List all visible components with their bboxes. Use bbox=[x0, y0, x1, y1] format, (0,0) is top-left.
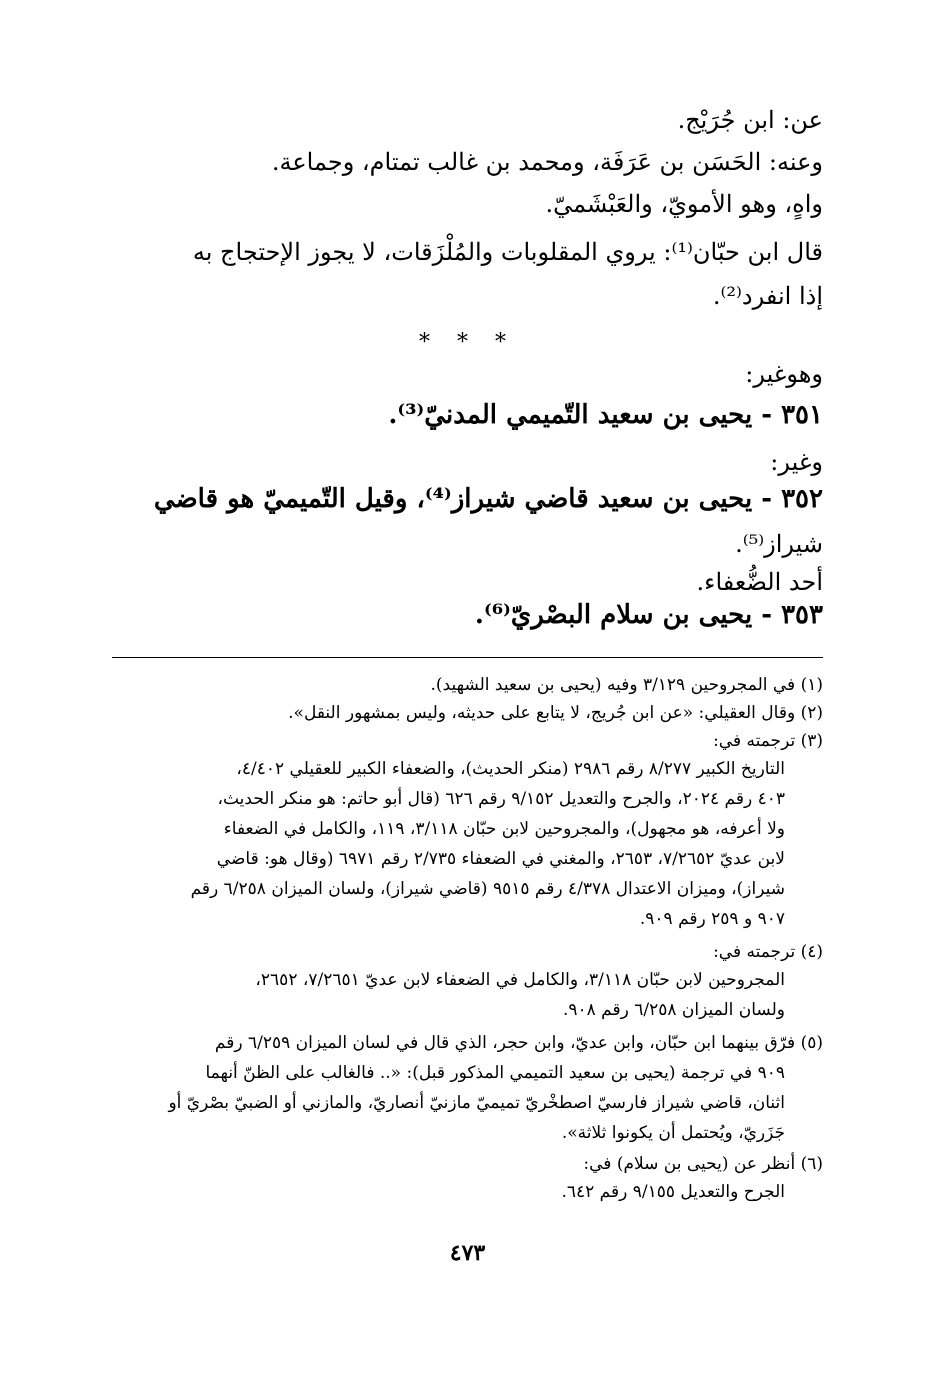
footnote-divider bbox=[112, 657, 823, 658]
footnote-1: (١) في المجروحين ٣/١٢٩ وفيه (يحيى بن سعيد الشهيد). bbox=[430, 675, 823, 695]
footnote-3-line-5: شيراز)، وميزان الاعتدال ٤/٣٧٨ رقم ٩٥١٥ (قاضي شيراز)، ولسان الميزان ٦/٢٥٨ رقم bbox=[190, 879, 785, 899]
entry-351: ٣٥١ - يحيى بن سعيد التّميمي المدنيّ⁽³⁾. bbox=[388, 400, 823, 430]
narrator-from-line: عن: ابن جُرَيْج. bbox=[677, 106, 823, 134]
footnote-3-line-6: ٩٠٧ و ٢٥٩ رقم ٩٠٩. bbox=[639, 909, 785, 929]
entry-352-cont: شيراز⁽⁵⁾. bbox=[735, 530, 823, 558]
footnote-4-line-2: ولسان الميزان ٦/٢٥٨ رقم ٩٠٨. bbox=[562, 1000, 785, 1020]
different-from-label: وهوغير: bbox=[745, 360, 823, 388]
footnote-4-line-1: المجروحين لابن حبّان ٣/١١٨، والكامل في الضعفاء لابن عديّ ٧/٢٦٥١، ٢٦٥٢، bbox=[255, 970, 785, 990]
entry-353: ٣٥٣ - يحيى بن سلام البصْريّ⁽⁶⁾. bbox=[474, 600, 823, 630]
and-other-label: وغير: bbox=[770, 448, 823, 476]
footnote-2: (٢) وقال العقيلي: «عن ابن جُريج، لا يتابع على حديثه، وليس بمشهور النقل». bbox=[288, 703, 823, 723]
weak-narrators-line: أحد الضُّعفاء. bbox=[696, 568, 823, 596]
footnote-3-line-1: التاريخ الكبير ٨/٢٧٧ رقم ٢٩٨٦ (منكر الحديث)، والضعفاء الكبير للعقيلي ٤/٤٠٢، bbox=[236, 759, 785, 779]
footnote-4: (٤) ترجمته في: bbox=[713, 942, 823, 962]
ibn-hibban-quote-end: إذا انفرد⁽²⁾. bbox=[712, 282, 823, 310]
footnote-5-line-3: جَزَريّ، ويُحتمل أن يكونوا ثلاثة». bbox=[561, 1123, 785, 1143]
ibn-hibban-quote: قال ابن حبّان⁽¹⁾: يروي المقلوبات والمُلْزَقات، لا يجوز الإحتجاج به bbox=[192, 238, 823, 266]
footnote-6-line-1: الجرح والتعديل ٩/١٥٥ رقم ٦٤٢. bbox=[561, 1182, 785, 1202]
footnote-3-line-3: ولا أعرفه، هو مجهول)، والمجروحين لابن حبّان ٣/١١٨، ١١٩، والكامل في الضعفاء bbox=[223, 819, 785, 839]
footnote-5-line-2: اثنان، قاضي شيراز فارسيّ اصطخْريّ تميميّ مازنيّ أنصاريّ، والمازني أو الضبيّ بصْريّ أو bbox=[168, 1093, 785, 1113]
footnote-3-line-2: ٤٠٣ رقم ٢٠٢٤، والجرح والتعديل ٩/١٥٢ رقم ٦٢٦ (قال أبو حاتم: هو منكر الحديث، bbox=[217, 789, 785, 809]
page-number: ٤٧٣ bbox=[449, 1240, 486, 1266]
footnote-3-line-4: لابن عديّ ٧/٢٦٥٢، ٢٦٥٣، والمغني في الضعفاء ٢/٧٣٥ رقم ٦٩٧١ (وقال هو: قاضي bbox=[216, 849, 785, 869]
footnote-6: (٦) أنظر عن (يحيى بن سلام) في: bbox=[583, 1154, 823, 1174]
footnote-5: (٥) فرّق بينهما ابن حبّان، وابن عديّ، وابن حجر، الذي قال في لسان الميزان ٦/٢٥٩ رقم bbox=[214, 1033, 823, 1053]
narrators-to-line: وعنه: الحَسَن بن عَرَفَة، ومحمد بن غالب تمتام، وجماعة. bbox=[271, 148, 823, 176]
entry-352: ٣٥٢ - يحيى بن سعيد قاضي شيراز⁽⁴⁾، وقيل التّميميّ هو قاضي bbox=[153, 484, 823, 514]
status-line: واهٍ، وهو الأمويّ، والعَبْشَميّ. bbox=[545, 190, 823, 218]
footnote-5-line-1: ٩٠٩ في ترجمة (يحيى بن سعيد التميمي المذكور قبل): «.. فالغالب على الظنّ أنهما bbox=[205, 1063, 785, 1083]
footnote-3: (٣) ترجمته في: bbox=[713, 731, 823, 751]
section-separator: * * * bbox=[419, 330, 516, 355]
